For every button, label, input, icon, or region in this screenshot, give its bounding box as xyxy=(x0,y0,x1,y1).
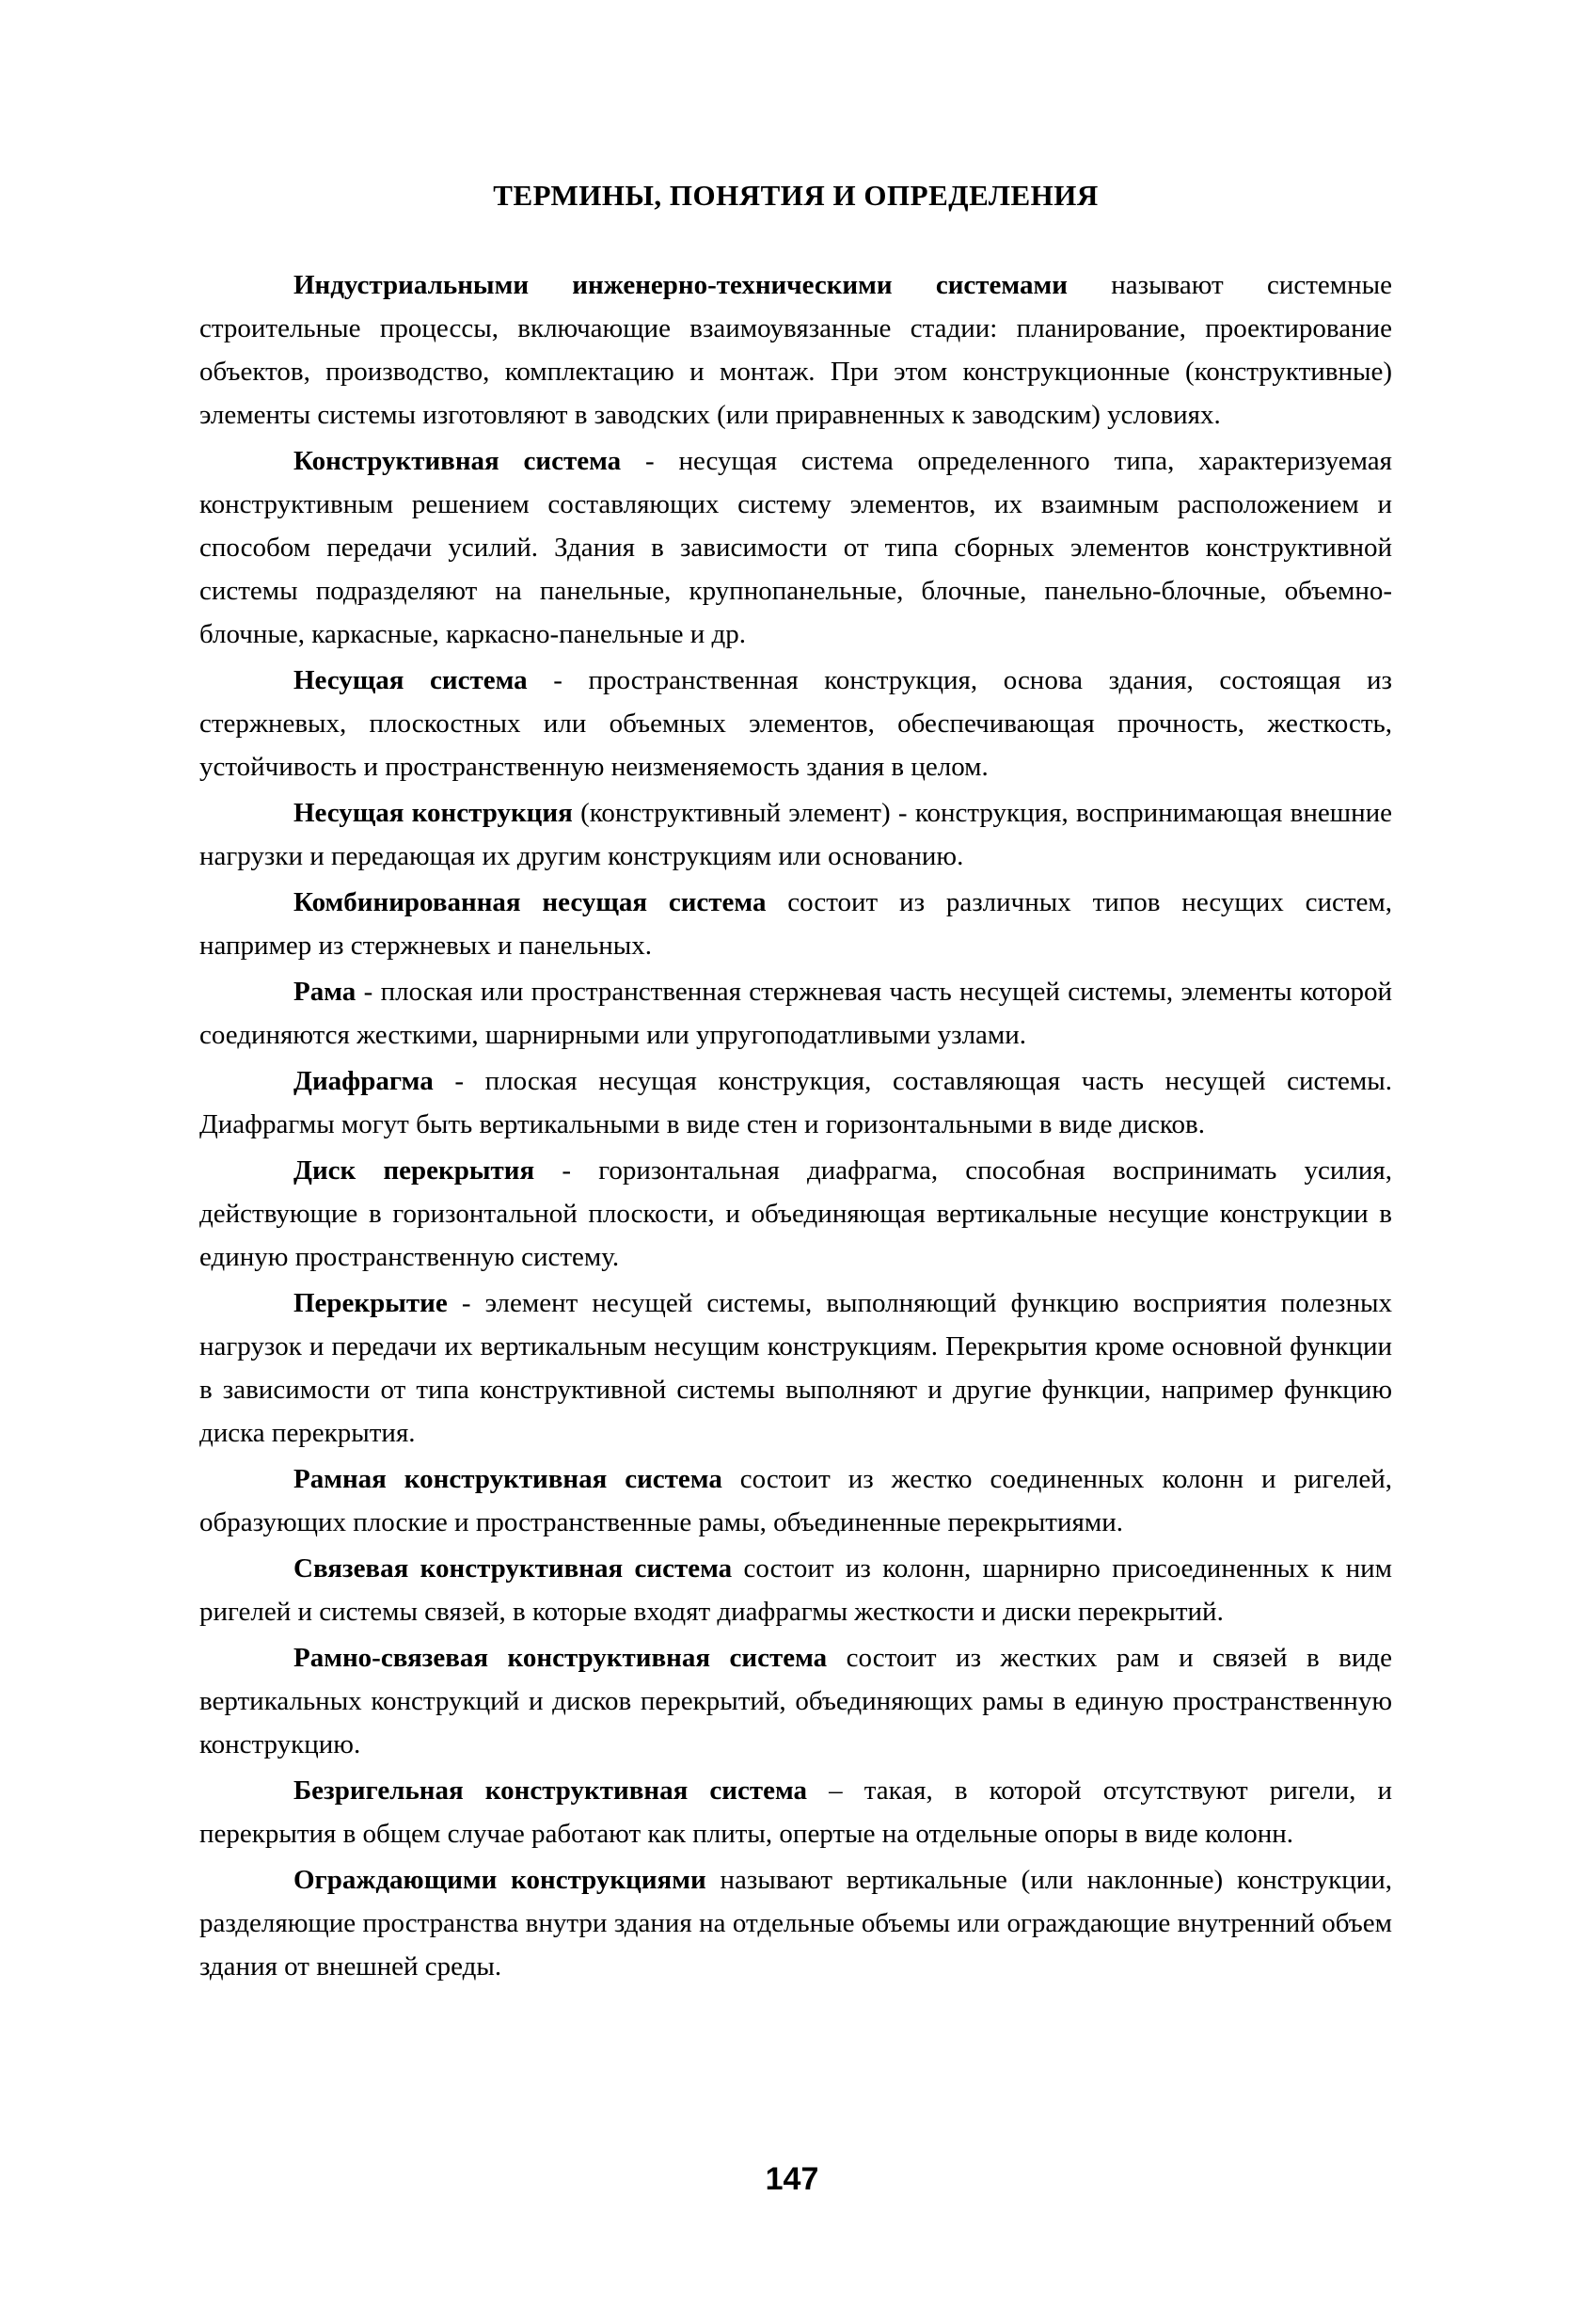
definition-text: называют системные строительные процессы, включающие взаимоувязанные стадии: планирование, проектирование объектов, производство, комплектацию и монтаж. При этом конструкционные (конструктивные) элементы системы изготовляют в заводских (или приравненных к заводским) условиях. xyxy=(199,270,1392,430)
definition-paragraph xyxy=(199,1149,1392,1279)
definition-paragraph xyxy=(199,439,1392,656)
term-heading: Перекрытие xyxy=(293,1288,448,1318)
definition-text: называют вертикальные (или наклонные) конструкции, разделяющие пространства внутри здания на отдельные объемы или ограждающие внутренний объем здания от внешней среды. xyxy=(199,1865,1393,1982)
definition-paragraph xyxy=(199,1547,1392,1633)
term-heading: Связевая конструктивная система xyxy=(293,1553,733,1584)
term-heading: Безригельная конструктивная система xyxy=(293,1775,808,1806)
definition-text: (конструктивный элемент) - конструкция, воспринимающая внешние нагрузки и передающая их другим конструкциям или основанию. xyxy=(199,798,1392,871)
definition-text: состоит из жестко соединенных колонн и ригелей, образующих плоские и пространственные рамы, объединенные перекрытиями. xyxy=(199,1464,1392,1537)
definition-text: состоит из колонн, шарнирно присоединенных к ним ригелей и системы связей, в которые входят диафрагмы жесткости и диски перекрытий. xyxy=(199,1553,1392,1627)
definition-paragraph xyxy=(199,791,1392,878)
definition-paragraph xyxy=(199,1059,1392,1146)
definition-text: состоит из жестких рам и связей в виде вертикальных конструкций и дисков перекрытий, объединяющих рамы в единую пространственную конструкцию. xyxy=(199,1643,1392,1759)
term-heading: Конструктивная система xyxy=(293,446,622,476)
definition-paragraph xyxy=(199,1769,1392,1855)
page-title: ТЕРМИНЫ, ПОНЯТИЯ И ОПРЕДЕЛЕНИЯ xyxy=(493,179,1099,212)
term-heading: Комбинированная несущая система xyxy=(293,887,767,917)
document-page xyxy=(199,179,1392,1991)
definition-text: - несущая система определенного типа, характеризуемая конструктивным решением составляющих систему элементов, их взаимным расположением и способом передачи усилий. Здания в зависимости от типа сборных элементов конструктивной системы подразделяют на панельные, крупнопанельные, блочные, панельно-блочные, объемно-блочные, каркасные, каркасно-панельные и др. xyxy=(199,446,1392,649)
definition-text: состоит из различных типов несущих систем, например из стержневых и панельных. xyxy=(199,887,1392,961)
term-heading: Ограждающими конструкциями xyxy=(293,1865,706,1895)
term-heading: Рама xyxy=(293,977,356,1007)
definition-text: - плоская несущая конструкция, составляющая часть несущей системы. Диафрагмы могут быть вертикальными в виде стен и горизонтальными в виде дисков. xyxy=(199,1066,1392,1139)
term-heading: Несущая конструкция xyxy=(293,798,573,828)
term-heading: Рамно-связевая конструктивная система xyxy=(293,1643,828,1673)
term-heading: Диафрагма xyxy=(293,1066,434,1096)
definition-paragraph xyxy=(199,659,1392,788)
definition-paragraph xyxy=(199,1457,1392,1544)
definition-paragraph xyxy=(199,881,1392,967)
definition-text: – такая, в которой отсутствуют ригели, и перекрытия в общем случае работают как плиты, опертые на отдельные опоры в виде колонн. xyxy=(199,1775,1393,1849)
definition-paragraph xyxy=(199,1281,1392,1455)
term-heading: Несущая система xyxy=(293,665,528,695)
definition-text: - элемент несущей системы, выполняющий функцию восприятия полезных нагрузок и передачи их вертикальным несущим конструкциям. Перекрытия кроме основной функции в зависимости от типа конструктивной системы выполняют и другие функции, например функцию диска перекрытия. xyxy=(199,1288,1392,1448)
definition-text: - пространственная конструкция, основа здания, состоящая из стержневых, плоскостных или объемных элементов, обеспечивающая прочность, жесткость, устойчивость и пространственную неизменяемость здания в целом. xyxy=(199,665,1392,782)
term-heading: Рамная конструктивная система xyxy=(293,1464,722,1494)
definition-paragraph xyxy=(199,263,1392,437)
definition-text: - плоская или пространственная стержневая часть несущей системы, элементы которой соединяются жесткими, шарнирными или упругоподатливыми узлами. xyxy=(199,977,1392,1050)
definition-paragraph xyxy=(199,1636,1392,1766)
term-heading: Диск перекрытия xyxy=(293,1155,535,1186)
page-number: 147 xyxy=(765,2161,819,2197)
definition-paragraph xyxy=(199,1858,1392,1988)
term-heading: Индустриальными инженерно-техническими системами xyxy=(293,270,1068,300)
definition-text: - горизонтальная диафрагма, способная воспринимать усилия, действующие в горизонтальной плоскости, и объединяющая вертикальные несущие конструкции в единую пространственную систему. xyxy=(199,1155,1392,1272)
definition-paragraph xyxy=(199,970,1392,1057)
